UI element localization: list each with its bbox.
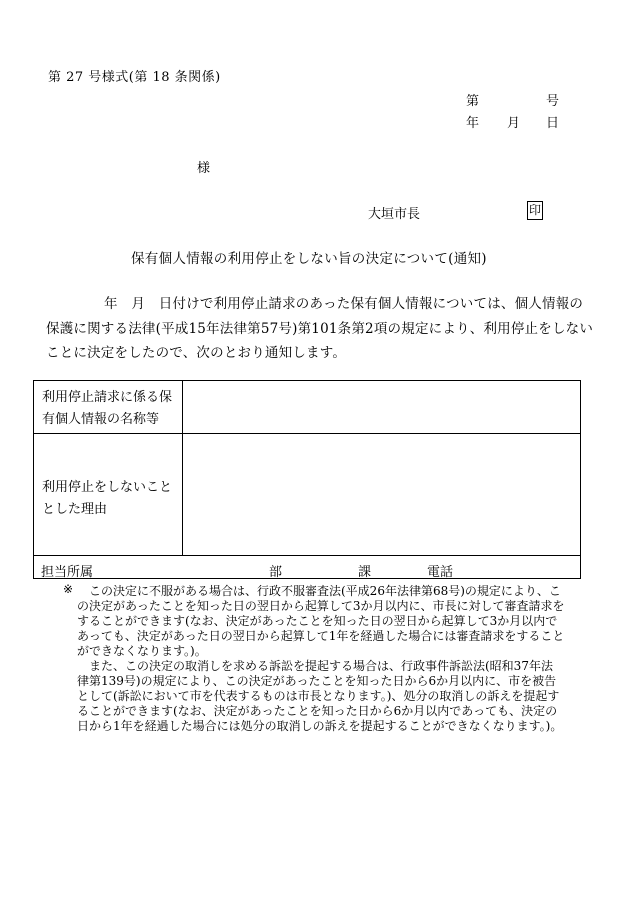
table-divider-1	[34, 433, 580, 434]
body-line-3: ことに決定をしたので、次のとおり通知します。	[46, 345, 347, 361]
body-line-2: 保護に関する法律(平成15年法律第57号)第101条第2項の規定により、利用停止をしない	[46, 321, 594, 337]
contact-department-label: 担当所属	[41, 565, 94, 580]
row2-label-line1: 利用停止をしないこと	[42, 480, 173, 495]
date-month: 月	[507, 116, 521, 131]
row1-label-line1: 利用停止請求に係る保	[42, 390, 173, 405]
note-line: 日から1年を経過した場合には処分の取消しの訴えを提起することができなくなります。)。	[77, 719, 563, 733]
note-line: この決定に不服がある場合は、行政不服審査法(平成26年法律第68号)の規定により、こ	[89, 584, 561, 598]
note-line: の決定があったことを知った日の翌日から起算して3か月以内に、市長に対して審査請求を	[77, 599, 565, 613]
document-number-suffix: 号	[546, 94, 560, 109]
form-number: 第 27 号様式(第 18 条関係)	[48, 70, 221, 85]
body-line-1: 年 月 日付けで利用停止請求のあった保有個人情報については、個人情報の	[104, 296, 584, 312]
date-day: 日	[546, 116, 560, 131]
note-line: ができなくなります。)。	[77, 644, 207, 658]
row1-label-line2: 有個人情報の名称等	[42, 412, 160, 427]
seal-box: 印	[527, 201, 543, 220]
info-table	[33, 380, 581, 579]
addressee-honorific: 様	[197, 161, 211, 176]
note-line: として(訴訟において市を代表するものは市長となります。)、処分の取消しの訴えを提起す	[77, 689, 560, 703]
note-line: また、この決定の取消しを求める訴訟を提起する場合は、行政事件訴訟法(昭和37年法	[89, 659, 553, 673]
row2-label-line2: とした理由	[42, 502, 108, 517]
note-mark: ※	[63, 582, 74, 596]
document-number-prefix: 第	[466, 94, 480, 109]
contact-department-unit: 部	[269, 565, 283, 580]
table-divider-2	[34, 555, 580, 556]
note-line: ることができます(なお、決定があったことを知った日から6か月以内であっても、決定の	[77, 704, 558, 718]
table-column-divider	[182, 381, 183, 555]
issuer-name: 大垣市長	[368, 207, 421, 222]
note-line: することができます(なお、決定があったことを知った日の翌日から起算して3か月以内で	[77, 614, 558, 628]
contact-section-unit: 課	[358, 565, 372, 580]
note-line: あっても、決定があった日の翌日から起算して1年を経過した場合には審査請求をすること	[77, 629, 565, 643]
date-year: 年	[466, 116, 480, 131]
document-title: 保有個人情報の利用停止をしない旨の決定について(通知)	[131, 251, 487, 267]
contact-phone-label: 電話	[427, 565, 454, 580]
note-line: 律第139号)の規定により、この決定があったことを知った日から6か月以内に、市を被告	[77, 674, 557, 688]
